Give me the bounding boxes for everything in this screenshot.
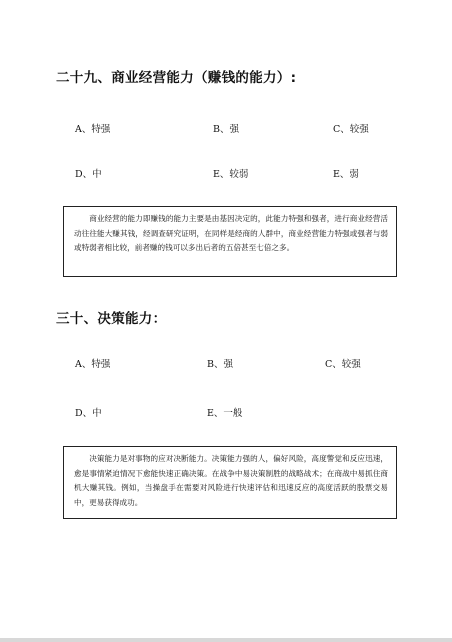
- option-29-a: A、特强: [75, 124, 111, 135]
- option-29-b: B、强: [213, 124, 239, 135]
- option-29-f: E、弱: [333, 169, 359, 180]
- option-30-e: E、一般: [207, 408, 243, 419]
- page-bottom-edge: [0, 638, 452, 642]
- option-30-a: A、特强: [75, 359, 111, 370]
- option-30-c: C、较强: [325, 359, 361, 370]
- option-29-d: D、中: [75, 169, 102, 180]
- option-30-d: D、中: [75, 408, 102, 419]
- option-30-b: B、强: [207, 359, 233, 370]
- section-30-note-box: 决策能力是对事物的应对决断能力。决策能力强的人，偏好风险，高度警觉和反应迅速，愈是事情紧迫情况下愈能快速正确决策。在战争中易决策制胜的战略战术；在商战中易抓住商机大赚其钱。例如，当操盘手在需要对风险进行快速评估和迅速反应的高度活跃的股票交易中，更易获得成功。: [63, 446, 397, 519]
- option-29-c: C、较强: [333, 124, 369, 135]
- section-30-title: 三十、决策能力：: [56, 311, 167, 327]
- section-29-title: 二十九、商业经营能力（赚钱的能力）:: [56, 70, 297, 86]
- option-29-e: E、较弱: [213, 169, 249, 180]
- section-29-note-box: 商业经营的能力即赚钱的能力主要是由基因决定的，此能力特强和强者，进行商业经营活动往往能大赚其钱，经调查研究证明，在同样是经商的人群中，商业经营能力特强或强者与弱或特弱者相比较，前者赚的钱可以多出后者的五倍甚至七倍之多。: [63, 206, 397, 277]
